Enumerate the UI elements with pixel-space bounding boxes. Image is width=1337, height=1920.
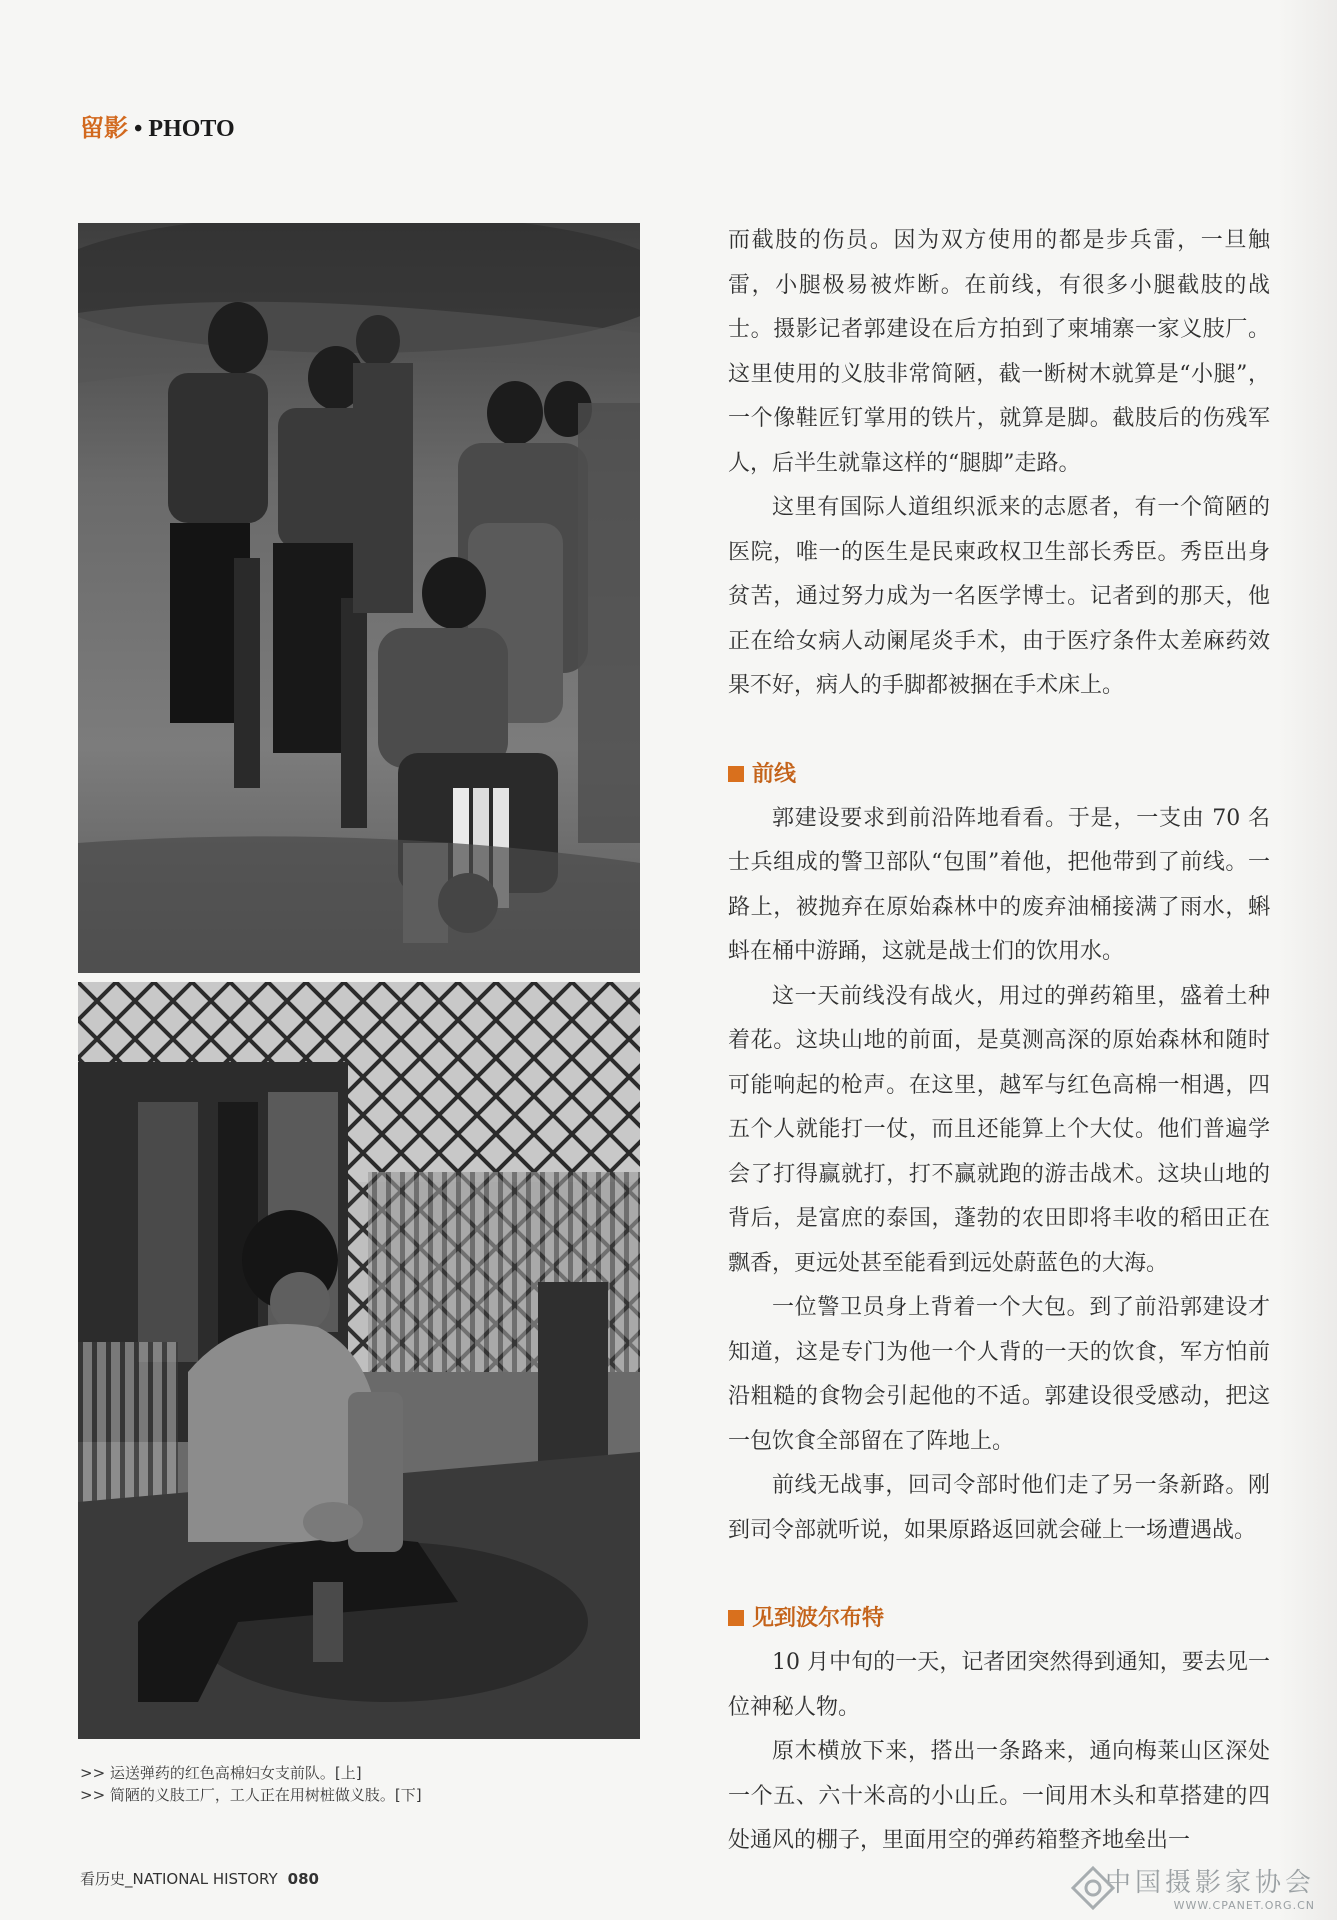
header-separator: • <box>134 116 143 142</box>
photo-captions <box>80 1762 422 1806</box>
caption-top: >> 运送弹药的红色高棉妇女支前队。[上] <box>80 1764 362 1782</box>
section-spacer <box>728 1553 1270 1597</box>
section-spacer <box>728 709 1270 753</box>
watermark-name: 中国摄影家协会 <box>1104 1868 1315 1898</box>
photo-women-supply-team-image <box>78 223 640 973</box>
subheading-frontline-text: 前线 <box>752 761 797 787</box>
paragraph-6: 前线无战事，回司令部时他们走了另一条新路。刚到司令部就听说，如果原路返回就会碰上一场遭遇战。 <box>728 1473 1270 1543</box>
paragraph-3: 郭建设要求到前沿阵地看看。于是，一支由 70 名士兵组成的警卫部队“包围”着他，把他带到了前线。一路上，被抛弃在原始森林中的废弃油桶接满了雨水，蝌蚪在桶中游踊，这就是战士们的饮用水。 <box>728 805 1270 964</box>
paragraph-4: 这一天前线没有战火，用过的弹药箱里，盛着土种着花。这块山地的前面，是莫测高深的原始森林和随时可能响起的枪声。在这里，越军与红色高棉一相遇，四五个人就能打一仗，而且还能算上个大仗。他们普遍学会了打得赢就打，打不赢就跑的游击战术。这块山地的背后，是富庶的泰国，蓬勃的农田即将丰收的稻田正在飘香，更远处甚至能看到远处蔚蓝色的大海。 <box>728 983 1270 1276</box>
paragraph-1: 而截肢的伤员。因为双方使用的都是步兵雷，一旦触雷，小腿极易被炸断。在前线，有很多小腿截肢的战士。摄影记者郭建设在后方拍到了柬埔寨一家义肢厂。这里使用的义肢非常简陋，截一断树木就算是“小腿”，一个像鞋匠钉掌用的铁片，就算是脚。截肢后的伤残军人，后半生就靠这样的“腿脚”走路。 <box>728 228 1270 476</box>
subheading-frontline <box>728 753 1270 797</box>
magazine-name: 看历史_NATIONAL HISTORY <box>80 1870 278 1888</box>
subheading-marker <box>728 1610 744 1626</box>
watermark <box>1105 1862 1315 1912</box>
section-name: 留影 <box>80 116 128 142</box>
section-header <box>80 108 235 143</box>
paragraph-5: 一位警卫员身上背着一个大包。到了前沿郭建设才知道，这是专门为他一个人背的一天的饮食，军方怕前沿粗糙的食物会引起他的不适。郭建设很受感动，把这一包饮食全部留在了阵地上。 <box>728 1295 1270 1454</box>
subheading-meeting-pol-pot-text: 见到波尔布特 <box>752 1606 885 1631</box>
subheading-marker <box>728 766 744 782</box>
watermark-url: WWW.CPANET.ORG.CN <box>1173 1899 1315 1912</box>
page-number: 080 <box>287 1870 319 1888</box>
paragraph-2: 这里有国际人道组织派来的志愿者，有一个简陋的医院，唯一的医生是民柬政权卫生部长秀臣。秀臣出身贫苦，通过努力成为一名医学博士。记者到的那天，他正在给女病人动阑尾炎手术，由于医疗条件太差麻药效果不好，病人的手脚都被捆在手术床上。 <box>728 495 1270 698</box>
article-body <box>728 219 1270 1864</box>
section-label: PHOTO <box>148 116 235 142</box>
watermark-logo-icon <box>1071 1866 1115 1910</box>
caption-bottom: >> 简陋的义肢工厂，工人正在用树桩做义肢。[下] <box>80 1786 422 1804</box>
page-edge-shadow <box>1277 0 1337 1920</box>
photo-women-supply-team <box>78 223 640 973</box>
photo-prosthetic-workshop <box>78 982 640 1739</box>
paragraph-8: 原木横放下来，搭出一条路来，通向梅莱山区深处一个五、六十米高的小山丘。一间用木头和草搭建的四处通风的棚子，里面用空的弹药箱整齐地垒出一 <box>728 1739 1270 1853</box>
paragraph-7: 10 月中旬的一天，记者团突然得到通知，要去见一位神秘人物。 <box>728 1650 1270 1720</box>
page-footer <box>80 1868 319 1889</box>
subheading-meeting-pol-pot <box>728 1597 1270 1641</box>
photo-prosthetic-workshop-image <box>78 982 640 1739</box>
